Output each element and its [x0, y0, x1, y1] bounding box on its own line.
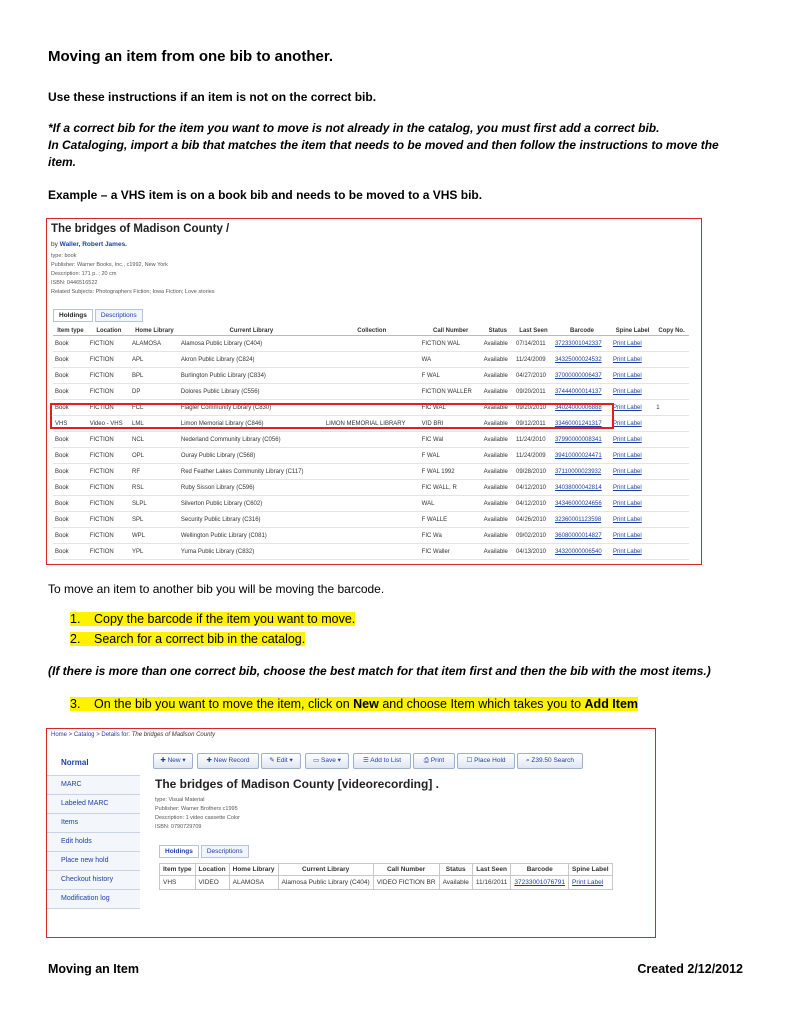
breadcrumb: [51, 732, 215, 738]
barcode-link[interactable]: 36080000014827: [553, 528, 611, 544]
table-cell: [654, 336, 689, 352]
bib2-publisher: Publisher: Warner Brothers c1995: [155, 806, 238, 812]
hold-icon: ☐: [466, 757, 475, 764]
new-record-button[interactable]: [197, 753, 259, 769]
step-2-number: 2.: [70, 632, 81, 646]
step-3: [70, 697, 638, 711]
table-cell: Available: [482, 448, 514, 464]
table-cell: 11/24/2009: [514, 352, 553, 368]
table-cell: 11/16/2011: [472, 876, 511, 890]
add-to-list-button[interactable]: [353, 753, 411, 769]
tab-descriptions[interactable]: Descriptions: [95, 309, 143, 322]
table-cell: WA: [420, 352, 482, 368]
table-cell: Security Public Library (C316): [179, 512, 324, 528]
sidebar-item-normal[interactable]: Normal: [47, 751, 140, 776]
column-header: Item type: [53, 326, 88, 336]
table-cell: [324, 384, 420, 400]
print-label-link[interactable]: Print Label: [611, 448, 654, 464]
z3950-search-button[interactable]: [517, 753, 583, 769]
table-cell: Ruby Sisson Library (C596): [179, 480, 324, 496]
print-label-link[interactable]: Print Label: [611, 416, 654, 432]
table-cell: FIC WALL, R: [420, 480, 482, 496]
plus-icon: ✚: [160, 757, 168, 764]
table-cell: Book: [53, 368, 88, 384]
page-title: Moving an item from one bib to another.: [48, 48, 334, 65]
table-cell: [654, 352, 689, 368]
table-cell: [654, 544, 689, 560]
print-label-link[interactable]: Print Label: [611, 512, 654, 528]
save-label: Save: [321, 757, 336, 764]
table-cell: [324, 496, 420, 512]
table-cell: WPL: [130, 528, 179, 544]
table-row: [53, 528, 689, 544]
table-cell: Book: [53, 480, 88, 496]
bib-record-screenshot-1: [46, 218, 702, 565]
table-cell: Limon Memorial Library (C846): [179, 416, 324, 432]
table-cell: APL: [130, 352, 179, 368]
table-cell: Available: [482, 464, 514, 480]
step-3-add-item: Add Item: [584, 697, 639, 711]
column-header: Barcode: [511, 864, 569, 876]
table-cell: Wellington Public Library (C081): [179, 528, 324, 544]
table-cell: Book: [53, 448, 88, 464]
table-cell: Available: [482, 544, 514, 560]
column-header: Location: [195, 864, 229, 876]
table-cell: 09/20/2011: [514, 384, 553, 400]
table-row: [53, 512, 689, 528]
table-row: [53, 368, 689, 384]
table-cell: [654, 512, 689, 528]
table-cell: Available: [482, 400, 514, 416]
table-cell: 04/12/2010: [514, 496, 553, 512]
table-cell: Flagler Community Library (C830): [179, 400, 324, 416]
barcode-link[interactable]: 32360001123598: [553, 512, 611, 528]
table-cell: [654, 432, 689, 448]
table-cell: FICTION: [88, 512, 130, 528]
use-instructions: Use these instructions if an item is not on the correct bib.: [48, 90, 377, 104]
bib2-type: type: Visual Material: [155, 797, 205, 803]
table-cell: Alamosa Public Library (C404): [179, 336, 324, 352]
table-cell: 1: [654, 400, 689, 416]
paren-note: (If there is more than one correct bib, choose the best match for that item first and then the bib with the most items.): [48, 664, 711, 678]
table-cell: 04/12/2010: [514, 480, 553, 496]
barcode-link[interactable]: 34320000006540: [553, 544, 611, 560]
table-cell: Yuma Public Library (C832): [179, 544, 324, 560]
table-cell: LML: [130, 416, 179, 432]
table-cell: 11/24/2010: [514, 432, 553, 448]
search-icon: ⌕: [525, 757, 532, 764]
table-cell: [654, 368, 689, 384]
barcode-link[interactable]: 34325000024532: [553, 352, 611, 368]
column-header: Last Seen: [472, 864, 511, 876]
table-cell: VHS: [53, 416, 88, 432]
table-cell: FICTION: [88, 368, 130, 384]
column-header: Call Number: [420, 326, 482, 336]
holdings-table: [53, 326, 689, 560]
save-icon: ▭: [313, 757, 322, 764]
table-cell: 09/12/2011: [514, 416, 553, 432]
table-cell: FICTION: [88, 480, 130, 496]
table-cell: [654, 464, 689, 480]
table-cell: Red Feather Lakes Community Library (C117): [179, 464, 324, 480]
print-label: Print: [430, 757, 445, 764]
print-label-link[interactable]: Print Label: [611, 432, 654, 448]
table-cell: VIDEO FICTION BR: [373, 876, 439, 890]
table-cell: Book: [53, 400, 88, 416]
table-cell: Nederland Community Library (C056): [179, 432, 324, 448]
table-cell: [654, 384, 689, 400]
table-cell: VIDEO: [195, 876, 229, 890]
print-label-link[interactable]: Print Label: [611, 544, 654, 560]
print-label-link[interactable]: Print Label: [611, 528, 654, 544]
table-row: [53, 432, 689, 448]
step-3-new: New: [353, 697, 379, 711]
step-1-text: Copy the barcode if the item you want to move.: [94, 612, 356, 626]
example-text: Example – a VHS item is on a book bib and needs to be moved to a VHS bib.: [48, 188, 483, 202]
table-cell: Book: [53, 512, 88, 528]
new-record-label: New Record: [213, 757, 250, 764]
table-cell: [654, 416, 689, 432]
barcode-link[interactable]: 34024000006888: [553, 400, 611, 416]
breadcrumb-links[interactable]: Home > Catalog > Details for:: [51, 732, 132, 738]
print-label-link[interactable]: Print Label: [611, 496, 654, 512]
table-cell: FIC Wa: [420, 528, 482, 544]
table-cell: WAL: [420, 496, 482, 512]
table-cell: Burlington Public Library (C834): [179, 368, 324, 384]
column-header: Barcode: [553, 326, 611, 336]
table-cell: [324, 480, 420, 496]
table-cell: FICTION WALLER: [420, 384, 482, 400]
table-cell: Book: [53, 496, 88, 512]
step-3-pre: On the bib you want to move the item, click on: [94, 697, 354, 711]
table-cell: [324, 432, 420, 448]
barcode-link[interactable]: 37444000014137: [553, 384, 611, 400]
breadcrumb-title: The bridges of Madison County: [131, 732, 216, 738]
table-cell: [654, 480, 689, 496]
table-cell: [654, 448, 689, 464]
table-cell: 11/24/2009: [514, 448, 553, 464]
column-header: Current Library: [179, 326, 324, 336]
bib-isbn: ISBN: 0446516522: [51, 280, 98, 286]
sidebar-item-edit-holds[interactable]: Edit holds: [47, 833, 140, 852]
z3950-label: Z39.50 Search: [531, 757, 575, 764]
by-prefix: by: [51, 241, 60, 248]
table-cell: FICTION: [88, 432, 130, 448]
table-cell: F WAL: [420, 448, 482, 464]
column-header: Home Library: [229, 864, 278, 876]
table-cell: FICTION: [88, 544, 130, 560]
table-cell: Book: [53, 336, 88, 352]
table-cell: Available: [482, 352, 514, 368]
barcode-link[interactable]: 34038000042814: [553, 480, 611, 496]
bib2-description: Description: 1 video cassette Color: [155, 815, 240, 821]
edit-button[interactable]: ✎ Edit ▾: [261, 753, 301, 769]
table-cell: Alamosa Public Library (C404): [278, 876, 373, 890]
table-cell: Available: [482, 432, 514, 448]
table-cell: LIMON MEMORIAL LIBRARY: [324, 416, 420, 432]
note-line-2: In Cataloging, import a bib that matches the item that needs to be moved and then follow the instructions to move the: [48, 138, 719, 152]
table-cell: Book: [53, 464, 88, 480]
table-cell: [324, 352, 420, 368]
table-cell: OPL: [130, 448, 179, 464]
place-hold-button[interactable]: [457, 753, 515, 769]
table-row: [53, 352, 689, 368]
table-row: [53, 480, 689, 496]
column-header: Item type: [160, 864, 196, 876]
table-cell: FIC Wal: [420, 432, 482, 448]
column-header: Current Library: [278, 864, 373, 876]
bib-title-2: The bridges of Madison County [videorecording] .: [155, 777, 440, 791]
bib-description: Description: 171 p. ; 20 cm: [51, 271, 117, 277]
table-row: [53, 544, 689, 560]
table-row: [53, 384, 689, 400]
column-header: Location: [88, 326, 130, 336]
column-header: Copy No.: [654, 326, 689, 336]
holdings-tabs-2: [159, 845, 251, 858]
footer-right: Created 2/12/2012: [637, 962, 743, 976]
bib-record-screenshot-2: [46, 728, 656, 938]
table-cell: [324, 368, 420, 384]
table-cell: 09/02/2010: [514, 528, 553, 544]
edit-icon: ✎: [269, 757, 277, 764]
author-link[interactable]: Waller, Robert James.: [59, 241, 127, 248]
print-label-link[interactable]: Print Label: [611, 336, 654, 352]
tab-descriptions-2[interactable]: Descriptions: [201, 845, 249, 858]
column-header: Status: [439, 864, 472, 876]
column-header: Last Seen: [514, 326, 553, 336]
table-cell: [324, 528, 420, 544]
table-cell: FICTION: [88, 352, 130, 368]
table-cell: Available: [482, 384, 514, 400]
table-cell: Book: [53, 528, 88, 544]
table-cell: FCL: [130, 400, 179, 416]
add-to-list-label: Add to List: [370, 757, 401, 764]
print-button[interactable]: [413, 753, 455, 769]
holdings-tabs: [53, 309, 145, 322]
print-label-link[interactable]: Print Label: [611, 384, 654, 400]
table-cell: Available: [482, 336, 514, 352]
table-cell: [324, 336, 420, 352]
table-cell: Available: [439, 876, 472, 890]
column-header: Call Number: [373, 864, 439, 876]
list-icon: ☰: [363, 757, 371, 764]
table-cell: FIC Waller: [420, 544, 482, 560]
tab-holdings[interactable]: Holdings: [53, 309, 93, 322]
table-row: [53, 464, 689, 480]
table-cell: Book: [53, 352, 88, 368]
print-label-link[interactable]: Print Label: [611, 464, 654, 480]
table-cell: VID BRI: [420, 416, 482, 432]
bib-title: The bridges of Madison County /: [51, 223, 230, 235]
table-cell: FICTION: [88, 528, 130, 544]
table-cell: [324, 464, 420, 480]
table-cell: DP: [130, 384, 179, 400]
column-header: Home Library: [130, 326, 179, 336]
table-cell: Available: [482, 528, 514, 544]
table-cell: RSL: [130, 480, 179, 496]
table-cell: [654, 496, 689, 512]
table-cell: 04/27/2010: [514, 368, 553, 384]
new-button-label: New: [167, 757, 181, 764]
save-button[interactable]: ▭ Save ▾: [305, 753, 349, 769]
table-cell: 09/28/2010: [514, 464, 553, 480]
column-header: Status: [482, 326, 514, 336]
table-cell: FICTION: [88, 400, 130, 416]
bib-subjects: Related Subjects: Photographers Fiction; Iowa Fiction; Love stories: [51, 289, 215, 295]
table-cell: Book: [53, 544, 88, 560]
table-cell: 04/26/2010: [514, 512, 553, 528]
table-cell: ALAMOSA: [130, 336, 179, 352]
place-hold-label: Place Hold: [474, 757, 506, 764]
step-3-number: 3.: [70, 697, 81, 711]
barcode-link[interactable]: 37233001042337: [553, 336, 611, 352]
table-cell: 09/20/2010: [514, 400, 553, 416]
sidebar-item-modification-log[interactable]: Modification log: [47, 890, 140, 909]
footer-left: Moving an Item: [48, 962, 139, 976]
sidebar: [47, 751, 140, 909]
table-cell: 04/13/2010: [514, 544, 553, 560]
barcode-link[interactable]: 37110000023932: [553, 464, 611, 480]
barcode-link[interactable]: 33460001241317: [553, 416, 611, 432]
table-cell: Book: [53, 384, 88, 400]
table-cell: F WALLE: [420, 512, 482, 528]
barcode-link[interactable]: 37000000006437: [553, 368, 611, 384]
barcode-link[interactable]: 37990000008341: [553, 432, 611, 448]
sidebar-item-items[interactable]: Items: [47, 814, 140, 833]
bib2-isbn: ISBN: 0790729709: [155, 824, 202, 830]
new-button[interactable]: ✚ New ▾: [153, 753, 193, 769]
barcode-link[interactable]: 39410000024471: [553, 448, 611, 464]
barcode-link[interactable]: 37233001076791: [511, 876, 569, 890]
table-cell: [324, 544, 420, 560]
table-cell: YPL: [130, 544, 179, 560]
table-cell: BPL: [130, 368, 179, 384]
table-row: [53, 496, 689, 512]
bib-author-line: [51, 241, 127, 248]
table-cell: NCL: [130, 432, 179, 448]
sidebar-item-marc[interactable]: MARC: [47, 776, 140, 795]
table-cell: Book: [53, 432, 88, 448]
step-3-mid: and choose Item which takes you to: [378, 697, 585, 711]
note-line-1: *If a correct bib for the item you want to move is not already in the catalog, you must first add a correct bib.: [48, 121, 660, 135]
table-cell: [324, 512, 420, 528]
table-cell: Ouray Public Library (C568): [179, 448, 324, 464]
table-cell: Available: [482, 496, 514, 512]
sidebar-item-place-new-hold[interactable]: Place new hold: [47, 852, 140, 871]
column-header: Spine Label: [569, 864, 612, 876]
step-2-text: Search for a correct bib in the catalog.: [94, 632, 306, 646]
table-row: [53, 336, 689, 352]
table-row: [53, 448, 689, 464]
print-label-link[interactable]: Print Label: [569, 876, 612, 890]
step-2: [70, 632, 305, 646]
step-1-number: 1.: [70, 612, 81, 626]
print-label-link[interactable]: Print Label: [611, 368, 654, 384]
table-cell: FICTION: [88, 464, 130, 480]
print-label-link[interactable]: Print Label: [611, 352, 654, 368]
to-move-text: To move an item to another bib you will be moving the barcode.: [48, 582, 385, 596]
table-cell: FICTION: [88, 448, 130, 464]
sidebar-item-labeled-marc[interactable]: Labeled MARC: [47, 795, 140, 814]
table-cell: FICTION: [88, 336, 130, 352]
table-cell: [654, 528, 689, 544]
table-cell: F WAL 1992: [420, 464, 482, 480]
barcode-link[interactable]: 34346000024656: [553, 496, 611, 512]
table-cell: SLPL: [130, 496, 179, 512]
table-cell: FIC WAL: [420, 400, 482, 416]
bib-type: type: book: [51, 253, 77, 259]
print-icon: ⎙: [423, 757, 431, 764]
edit-label: Edit: [276, 757, 288, 764]
table-cell: Dolores Public Library (C556): [179, 384, 324, 400]
note-line-3: item.: [48, 155, 77, 169]
step-1: [70, 612, 355, 626]
table-cell: ALAMOSA: [229, 876, 278, 890]
vhs-row-highlight-box: [50, 403, 614, 429]
tab-holdings-2[interactable]: Holdings: [159, 845, 199, 858]
table-cell: Silverton Public Library (C602): [179, 496, 324, 512]
table-cell: Video - VHS: [88, 416, 130, 432]
column-header: Spine Label: [611, 326, 654, 336]
holdings-table-2: [159, 863, 613, 890]
table-cell: Available: [482, 416, 514, 432]
table-cell: Available: [482, 480, 514, 496]
print-label-link[interactable]: Print Label: [611, 400, 654, 416]
print-label-link[interactable]: Print Label: [611, 480, 654, 496]
column-header: Collection: [324, 326, 420, 336]
sidebar-item-checkout-history[interactable]: Checkout history: [47, 871, 140, 890]
table-cell: FICTION WAL: [420, 336, 482, 352]
bib-publisher: Publisher: Warner Books, Inc., c1992, New York: [51, 262, 168, 268]
table-cell: RF: [130, 464, 179, 480]
table-cell: [324, 448, 420, 464]
table-cell: F WAL: [420, 368, 482, 384]
table-row: [160, 876, 613, 890]
plus-icon: ✚: [206, 757, 214, 764]
table-cell: FICTION: [88, 384, 130, 400]
table-cell: Available: [482, 512, 514, 528]
table-cell: Available: [482, 368, 514, 384]
table-cell: FICTION: [88, 496, 130, 512]
table-cell: VHS: [160, 876, 196, 890]
table-cell: Akron Public Library (C824): [179, 352, 324, 368]
table-cell: 07/14/2011: [514, 336, 553, 352]
table-cell: SPL: [130, 512, 179, 528]
